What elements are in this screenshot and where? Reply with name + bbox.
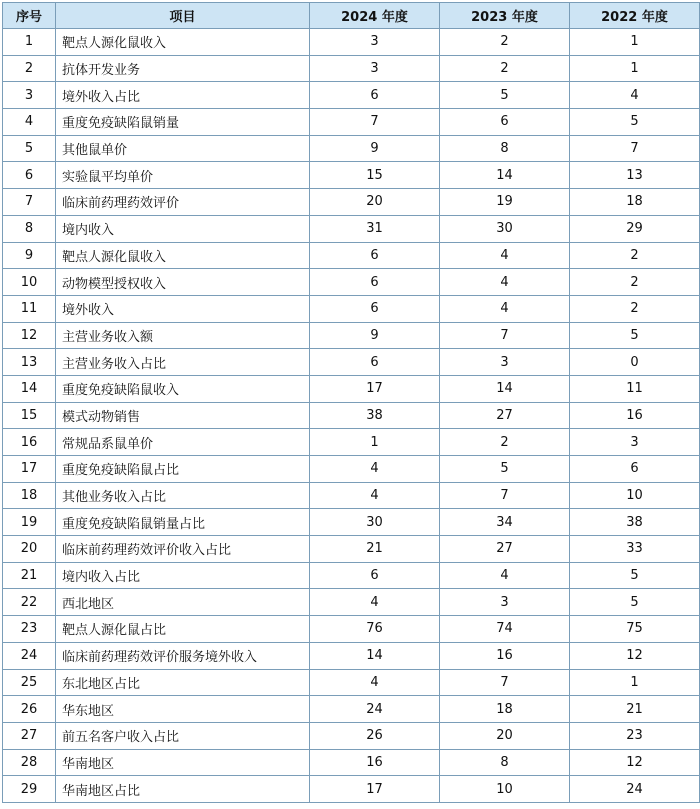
table-row bbox=[3, 722, 700, 749]
table-row bbox=[3, 269, 700, 296]
value-2023: 18 bbox=[440, 696, 570, 723]
row-index: 7 bbox=[3, 189, 56, 216]
table-row bbox=[3, 642, 700, 669]
row-index: 15 bbox=[3, 402, 56, 429]
value-2023: 2 bbox=[440, 55, 570, 82]
value-2024: 31 bbox=[310, 215, 440, 242]
row-index: 2 bbox=[3, 55, 56, 82]
value-2023: 74 bbox=[440, 616, 570, 643]
row-item: 重度免疫缺陷鼠销量 bbox=[56, 109, 310, 136]
table-row bbox=[3, 536, 700, 563]
value-2023: 30 bbox=[440, 215, 570, 242]
row-index: 6 bbox=[3, 162, 56, 189]
row-index: 1 bbox=[3, 29, 56, 56]
value-2022: 0 bbox=[570, 349, 700, 376]
table-row bbox=[3, 696, 700, 723]
value-2022: 23 bbox=[570, 722, 700, 749]
row-index: 19 bbox=[3, 509, 56, 536]
value-2023: 4 bbox=[440, 562, 570, 589]
value-2024: 6 bbox=[310, 562, 440, 589]
value-2024: 38 bbox=[310, 402, 440, 429]
table-row bbox=[3, 509, 700, 536]
table-row bbox=[3, 482, 700, 509]
value-2024: 9 bbox=[310, 135, 440, 162]
value-2022: 2 bbox=[570, 295, 700, 322]
value-2023: 4 bbox=[440, 269, 570, 296]
header-2023: 2023 年度 bbox=[440, 3, 570, 29]
value-2022: 2 bbox=[570, 242, 700, 269]
value-2024: 6 bbox=[310, 295, 440, 322]
row-item: 境内收入占比 bbox=[56, 562, 310, 589]
row-item: 境内收入 bbox=[56, 215, 310, 242]
value-2022: 3 bbox=[570, 429, 700, 456]
table-row bbox=[3, 162, 700, 189]
value-2022: 12 bbox=[570, 642, 700, 669]
value-2023: 27 bbox=[440, 536, 570, 563]
row-index: 28 bbox=[3, 749, 56, 776]
value-2023: 14 bbox=[440, 162, 570, 189]
value-2022: 1 bbox=[570, 669, 700, 696]
row-item: 模式动物销售 bbox=[56, 402, 310, 429]
row-item: 其他鼠单价 bbox=[56, 135, 310, 162]
table-row bbox=[3, 749, 700, 776]
value-2024: 9 bbox=[310, 322, 440, 349]
value-2022: 5 bbox=[570, 589, 700, 616]
value-2024: 1 bbox=[310, 429, 440, 456]
value-2024: 17 bbox=[310, 776, 440, 803]
row-item: 靶点人源化鼠收入 bbox=[56, 29, 310, 56]
value-2023: 3 bbox=[440, 349, 570, 376]
value-2022: 38 bbox=[570, 509, 700, 536]
value-2024: 4 bbox=[310, 482, 440, 509]
value-2023: 2 bbox=[440, 429, 570, 456]
value-2023: 20 bbox=[440, 722, 570, 749]
row-index: 21 bbox=[3, 562, 56, 589]
value-2022: 11 bbox=[570, 375, 700, 402]
value-2024: 21 bbox=[310, 536, 440, 563]
value-2022: 2 bbox=[570, 269, 700, 296]
value-2023: 5 bbox=[440, 456, 570, 483]
table-row bbox=[3, 669, 700, 696]
value-2022: 29 bbox=[570, 215, 700, 242]
value-2022: 5 bbox=[570, 322, 700, 349]
table-body bbox=[3, 29, 700, 803]
table-row bbox=[3, 456, 700, 483]
table-row bbox=[3, 776, 700, 803]
data-table bbox=[2, 2, 700, 803]
value-2024: 4 bbox=[310, 589, 440, 616]
value-2024: 24 bbox=[310, 696, 440, 723]
row-item: 重度免疫缺陷鼠收入 bbox=[56, 375, 310, 402]
value-2023: 10 bbox=[440, 776, 570, 803]
value-2023: 7 bbox=[440, 669, 570, 696]
table-row bbox=[3, 349, 700, 376]
row-index: 22 bbox=[3, 589, 56, 616]
row-index: 9 bbox=[3, 242, 56, 269]
value-2022: 1 bbox=[570, 55, 700, 82]
value-2024: 76 bbox=[310, 616, 440, 643]
value-2024: 4 bbox=[310, 669, 440, 696]
row-index: 11 bbox=[3, 295, 56, 322]
row-index: 10 bbox=[3, 269, 56, 296]
row-index: 8 bbox=[3, 215, 56, 242]
value-2022: 21 bbox=[570, 696, 700, 723]
row-item: 主营业务收入额 bbox=[56, 322, 310, 349]
value-2023: 16 bbox=[440, 642, 570, 669]
row-item: 临床前药理药效评价 bbox=[56, 189, 310, 216]
header-index: 序号 bbox=[3, 3, 56, 29]
row-item: 重度免疫缺陷鼠销量占比 bbox=[56, 509, 310, 536]
row-item: 动物模型授权收入 bbox=[56, 269, 310, 296]
row-item: 境外收入占比 bbox=[56, 82, 310, 109]
table-row bbox=[3, 429, 700, 456]
value-2024: 6 bbox=[310, 82, 440, 109]
row-index: 25 bbox=[3, 669, 56, 696]
value-2023: 7 bbox=[440, 482, 570, 509]
value-2023: 2 bbox=[440, 29, 570, 56]
table-row bbox=[3, 135, 700, 162]
table-row bbox=[3, 82, 700, 109]
row-item: 华南地区 bbox=[56, 749, 310, 776]
value-2024: 6 bbox=[310, 349, 440, 376]
table-row bbox=[3, 29, 700, 56]
value-2022: 5 bbox=[570, 562, 700, 589]
row-index: 14 bbox=[3, 375, 56, 402]
table-row bbox=[3, 562, 700, 589]
value-2023: 27 bbox=[440, 402, 570, 429]
value-2024: 6 bbox=[310, 242, 440, 269]
value-2024: 6 bbox=[310, 269, 440, 296]
row-item: 临床前药理药效评价服务境外收入 bbox=[56, 642, 310, 669]
value-2022: 10 bbox=[570, 482, 700, 509]
value-2022: 7 bbox=[570, 135, 700, 162]
value-2022: 12 bbox=[570, 749, 700, 776]
value-2022: 13 bbox=[570, 162, 700, 189]
header-item: 项目 bbox=[56, 3, 310, 29]
row-index: 29 bbox=[3, 776, 56, 803]
table-header bbox=[3, 3, 700, 29]
value-2022: 16 bbox=[570, 402, 700, 429]
row-item: 抗体开发业务 bbox=[56, 55, 310, 82]
value-2022: 24 bbox=[570, 776, 700, 803]
value-2022: 18 bbox=[570, 189, 700, 216]
row-item: 华南地区占比 bbox=[56, 776, 310, 803]
row-index: 13 bbox=[3, 349, 56, 376]
row-item: 主营业务收入占比 bbox=[56, 349, 310, 376]
value-2023: 8 bbox=[440, 135, 570, 162]
value-2024: 7 bbox=[310, 109, 440, 136]
value-2022: 4 bbox=[570, 82, 700, 109]
row-index: 24 bbox=[3, 642, 56, 669]
row-item: 其他业务收入占比 bbox=[56, 482, 310, 509]
row-item: 西北地区 bbox=[56, 589, 310, 616]
row-item: 常规品系鼠单价 bbox=[56, 429, 310, 456]
value-2024: 26 bbox=[310, 722, 440, 749]
value-2023: 8 bbox=[440, 749, 570, 776]
row-index: 17 bbox=[3, 456, 56, 483]
table-row bbox=[3, 589, 700, 616]
value-2023: 14 bbox=[440, 375, 570, 402]
value-2024: 16 bbox=[310, 749, 440, 776]
row-index: 16 bbox=[3, 429, 56, 456]
header-row bbox=[3, 3, 700, 29]
value-2023: 19 bbox=[440, 189, 570, 216]
row-index: 3 bbox=[3, 82, 56, 109]
table-row bbox=[3, 322, 700, 349]
value-2024: 3 bbox=[310, 29, 440, 56]
table-row bbox=[3, 402, 700, 429]
row-index: 26 bbox=[3, 696, 56, 723]
row-item: 华东地区 bbox=[56, 696, 310, 723]
value-2023: 34 bbox=[440, 509, 570, 536]
row-item: 重度免疫缺陷鼠占比 bbox=[56, 456, 310, 483]
value-2023: 3 bbox=[440, 589, 570, 616]
value-2024: 4 bbox=[310, 456, 440, 483]
row-item: 靶点人源化鼠占比 bbox=[56, 616, 310, 643]
table-row bbox=[3, 242, 700, 269]
table-row bbox=[3, 616, 700, 643]
row-item: 境外收入 bbox=[56, 295, 310, 322]
value-2022: 1 bbox=[570, 29, 700, 56]
row-item: 实验鼠平均单价 bbox=[56, 162, 310, 189]
value-2024: 17 bbox=[310, 375, 440, 402]
value-2022: 33 bbox=[570, 536, 700, 563]
row-index: 4 bbox=[3, 109, 56, 136]
row-item: 靶点人源化鼠收入 bbox=[56, 242, 310, 269]
row-index: 12 bbox=[3, 322, 56, 349]
row-index: 20 bbox=[3, 536, 56, 563]
row-index: 5 bbox=[3, 135, 56, 162]
row-index: 18 bbox=[3, 482, 56, 509]
value-2023: 5 bbox=[440, 82, 570, 109]
table-row bbox=[3, 109, 700, 136]
value-2024: 20 bbox=[310, 189, 440, 216]
value-2022: 5 bbox=[570, 109, 700, 136]
value-2023: 7 bbox=[440, 322, 570, 349]
row-item: 临床前药理药效评价收入占比 bbox=[56, 536, 310, 563]
value-2024: 30 bbox=[310, 509, 440, 536]
row-item: 东北地区占比 bbox=[56, 669, 310, 696]
value-2024: 15 bbox=[310, 162, 440, 189]
value-2023: 4 bbox=[440, 242, 570, 269]
table-row bbox=[3, 55, 700, 82]
value-2022: 6 bbox=[570, 456, 700, 483]
value-2024: 14 bbox=[310, 642, 440, 669]
table-row bbox=[3, 215, 700, 242]
value-2024: 3 bbox=[310, 55, 440, 82]
header-2022: 2022 年度 bbox=[570, 3, 700, 29]
value-2023: 4 bbox=[440, 295, 570, 322]
row-index: 23 bbox=[3, 616, 56, 643]
row-index: 27 bbox=[3, 722, 56, 749]
table-row bbox=[3, 375, 700, 402]
row-item: 前五名客户收入占比 bbox=[56, 722, 310, 749]
value-2023: 6 bbox=[440, 109, 570, 136]
table-row bbox=[3, 189, 700, 216]
header-2024: 2024 年度 bbox=[310, 3, 440, 29]
table-row bbox=[3, 295, 700, 322]
value-2022: 75 bbox=[570, 616, 700, 643]
